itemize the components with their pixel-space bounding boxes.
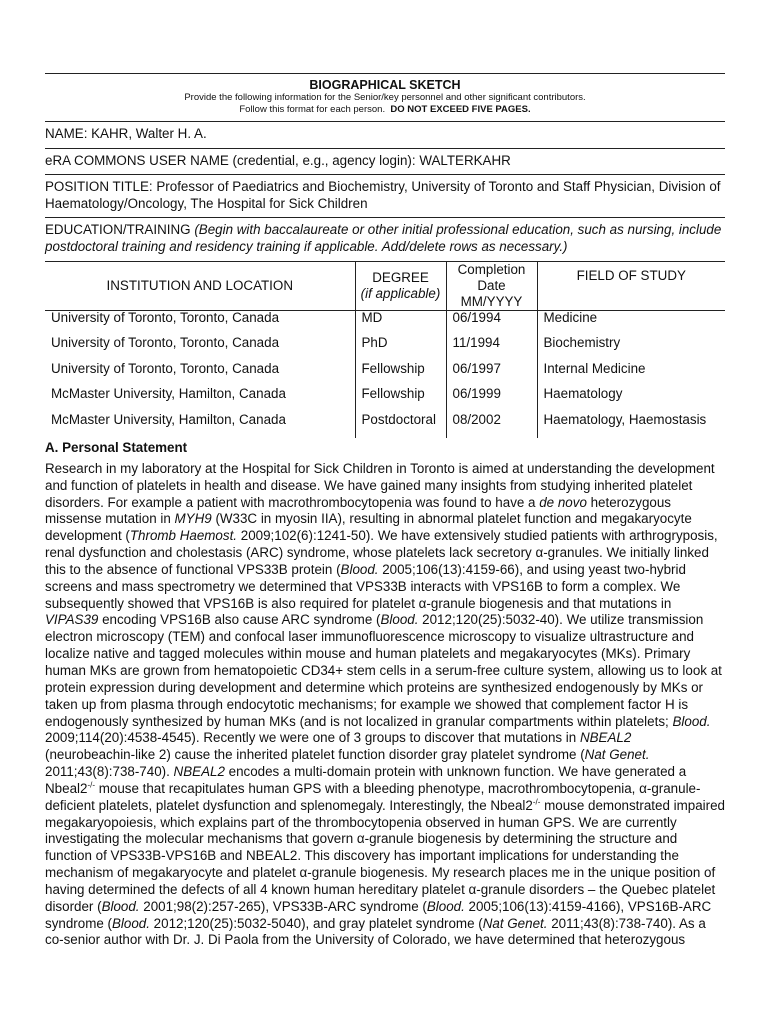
row-date: 06/1994 [446,310,537,336]
row-date: 11/1994 [446,336,537,362]
row-degree: Fellowship [355,387,446,413]
name-field: NAME: KAHR, Walter H. A. [45,126,207,141]
text-run: 2011;43(8):738-740). As a co-senior author with Dr. J. Di Paola from the University of Colorado, we have determined that heterozygous [45,915,706,948]
row-institution: University of Toronto, Toronto, Canada [51,309,280,325]
instructions-text: Follow this format for each person. [239,104,386,115]
col-degree-sub: (if applicable) [360,285,441,301]
text-run-italic: Blood. [426,898,465,914]
education-label: EDUCATION/TRAINING [45,222,191,238]
text-run: (neurobeachin-like 2) cause the inherited platelet function disorder gray platelet syndrome ( [45,747,585,763]
text-run: heterozygous missense mutation in [45,494,672,527]
instructions-line-2 [45,104,725,116]
personal-statement-body [45,461,725,949]
biosketch-page [45,0,725,949]
text-run: 2011;43(8):738-740). [45,764,174,780]
text-run: 2001;98(2):257-265), VPS33B-ARC syndrome ( [139,898,427,914]
table-row [45,413,725,439]
table-row [45,387,725,413]
table-row [45,310,725,336]
era-commons-field: eRA COMMONS USER NAME (credential, e.g., agency login): WALTERKAHR [45,152,511,168]
col-completion-1: Completion [457,261,526,277]
page-title: BIOGRAPHICAL SKETCH [309,78,461,92]
table-row [45,336,725,362]
col-completion-2: Date [477,277,506,293]
text-run-italic: Nat Genet. [584,747,650,763]
row-date: 08/2002 [446,413,537,439]
text-run: encoding VPS16B also cause ARC syndrome ( [98,612,381,628]
page-limit-warning: DO NOT EXCEED FIVE PAGES. [390,104,531,115]
text-run-italic: Blood. [101,898,140,914]
top-rule [45,73,725,74]
text-run-italic: Nat Genet. [482,915,548,931]
text-run-italic: Blood. [340,561,379,577]
education-note: (Begin with baccalaureate or other initial professional education, such as nursing, include postdoctoral training and residency training if applicable. Add/delete rows as necessary.) [45,222,722,254]
education-table [45,262,725,439]
text-run: encodes a multi-domain protein with unknown function. We have generated a Nbeal2 [45,764,687,796]
position-title-field: POSITION TITLE: Professor of Paediatrics and Biochemistry, University of Toronto and Staff Physician, Division of Haematology/Oncology, The Hospital for Sick Children [45,179,721,211]
col-degree [355,262,446,311]
text-run-italic: NBEAL2 [579,730,632,746]
education-heading [45,218,725,260]
text-run: mouse demonstrated impaired megakaryopoiesis, which explains part of the thrombocytopenia observed in human GPS. We are currently investigating the molecular mechanisms that govern α-granule biogenesis by determining the structure and function of VPS33B-VPS16B and NBEAL2. This discovery has important implications for understanding the mechanism of megakaryocyte and platelet α-granule biogenesis. My research places me in the unique position of having determined the defects of all 4 known human hereditary platelet α-granule disorders – the Quebec platelet disorder ( [45,797,725,914]
text-run-italic: Blood. [111,915,150,931]
row-degree: Fellowship [355,362,446,388]
text-run: 2005;106(13):4159-4166), VPS16B-ARC syndrome ( [45,898,712,931]
col-institution: INSTITUTION AND LOCATION [45,262,355,311]
personal-statement-heading: A. Personal Statement [45,440,188,456]
col-completion [446,262,537,311]
col-field: FIELD OF STUDY [537,262,725,311]
row-field: Haematology, Haemostasis [537,413,725,439]
row-institution: University of Toronto, Toronto, Canada [51,360,280,376]
row-degree: PhD [355,336,446,362]
text-run-italic: Blood. [380,612,419,628]
text-run: 2009;102(6):1241-50). We have extensively studied patients with arthrogryposis, renal dysfunction and cholestasis (ARC) syndrome, whose platelets lack secretory α-granules. We initially linked this to the absence of functional VPS33B protein ( [45,528,718,577]
row-field: Medicine [537,310,725,336]
text-run: 2009;114(20):4538-4545). Recently we were one of 3 groups to discover that mutations in [45,730,580,746]
row-degree: Postdoctoral [355,413,446,439]
text-run: Research in my laboratory at the Hospital for Sick Children in Toronto is aimed at understanding the development and function of platelets in health and disease. We have gained many insights from studying inherited platelet disorders. For example a patient with macrothrombocytopenia was found to have a [45,460,715,510]
text-run: (W33C in myosin IIA), resulting in abnormal platelet function and megakaryocyte development ( [45,511,692,544]
row-institution: McMaster University, Hamilton, Canada [51,386,286,402]
row-institution: University of Toronto, Toronto, Canada [51,335,280,351]
text-run: 2005;106(13):4159-66), and using yeast two-hybrid screens and mass spectrometry we determined that VPS33B interacts with VPS16B to form a complex. We subsequently showed that VPS16B is also required for platelet α-granule biogenesis and that mutations in [45,561,686,611]
text-run: 2012;120(25):5032-40). We utilize transmission electron microscopy (TEM) and confocal laser immunofluorescence microscopy to visualize ultrastructure and localize native and tagged molecules within mouse and human platelets and megakaryocytes (MKs). Primary human MKs are grown from hematopoietic CD34+ stem cells in a serum-free culture system, allowing us to look at protein expression during development and determine which proteins are synthesized endogenously by MKs or taken up from plasma through endocytotic mechanisms; for example we showed that complement factor H is endogenously synthesized by human MKs (and is not localized in granular compartments within platelets; [45,612,722,729]
row-field: Biochemistry [537,336,725,362]
col-completion-3: MM/YYYY [460,293,523,309]
text-run-italic: de novo [539,494,587,510]
text-run: mouse that recapitulates human GPS with a bleeding phenotype, macrothrombocytopenia, α-granule-deficient platelets, platelet dysfunction and splenomegaly. Interestingly, the Nbeal2 [45,780,701,813]
instructions-line-1: Provide the following information for the Senior/key personnel and other significant contributors. [184,92,586,103]
row-field: Haematology [537,387,725,413]
text-run-italic: NBEAL2 [173,764,225,780]
row-institution: McMaster University, Hamilton, Canada [51,411,286,427]
text-run-italic: VIPAS39 [45,612,99,628]
text-run: 2012;120(25):5032-5040), and gray platelet syndrome ( [149,915,483,931]
text-run-italic: Blood. [672,713,711,729]
row-degree: MD [355,310,446,336]
superscript: -/- [87,780,95,790]
text-run-italic: MYH9 [174,511,212,527]
row-date: 06/1999 [446,387,537,413]
row-field: Internal Medicine [537,362,725,388]
row-date: 06/1997 [446,362,537,388]
superscript: -/- [532,797,541,807]
table-row [45,362,725,388]
text-run-italic: Thromb Haemost. [129,528,238,544]
col-degree-label: DEGREE [372,269,429,285]
